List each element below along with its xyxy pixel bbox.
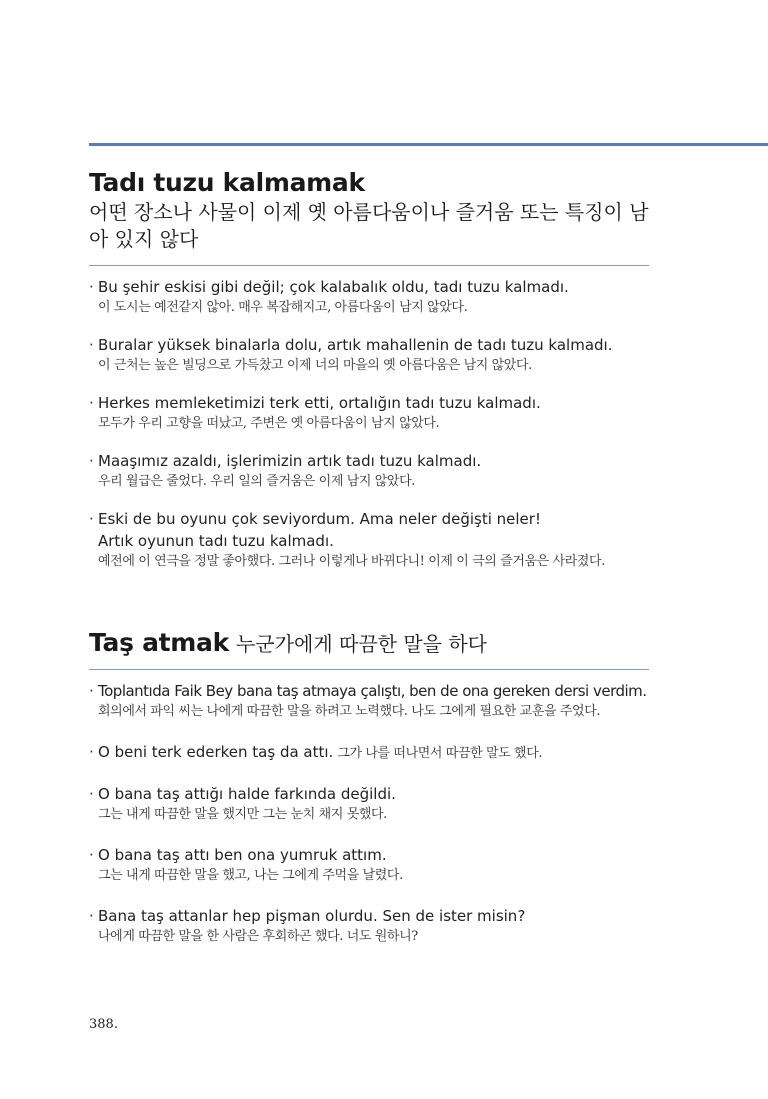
idiom-heading (89, 628, 649, 657)
example-item (89, 276, 649, 317)
example-item (89, 392, 649, 433)
turkish-sentence: · Maaşımız azaldı, işlerimizin artık tadı tuzu kalmadı. (98, 452, 482, 470)
turkish-sentence: · Bu şehir eskisi gibi değil; çok kalabalık oldu, tadı tuzu kalmadı. (98, 278, 569, 296)
korean-translation: 예전에 이 연극을 정말 좋아했다. 그러나 이렇게나 바뀌다니! 이제 이 극의 즐거움은 사라졌다. (98, 554, 605, 569)
idiom-section-tas-atmak (89, 628, 649, 966)
example-item (89, 741, 649, 763)
korean-translation: 우리 월급은 줄었다. 우리 일의 즐거움은 이제 남지 않았다. (98, 474, 415, 489)
idiom-meaning: 어떤 장소나 사물이 이제 옛 아름다움이나 즐거움 또는 특징이 남아 있지 않다 (89, 200, 649, 251)
example-item (89, 680, 649, 721)
turkish-sentence: · Herkes memleketimizi terk etti, ortalığın tadı tuzu kalmadı. (98, 394, 541, 412)
turkish-sentence: · Eski de bu oyunu çok seviyordum. Ama neler değişti neler! (98, 510, 541, 528)
idiom-term: Taş atmak (89, 628, 229, 657)
example-list (89, 680, 649, 946)
korean-translation: 그가 나를 떠나면서 따끔한 말도 했다. (337, 746, 543, 761)
korean-translation: 그는 내게 따끔한 말을 했지만 그는 눈치 채지 못했다. (98, 807, 387, 822)
example-item (89, 783, 649, 824)
turkish-sentence-continued: Artık oyunun tadı tuzu kalmadı. (98, 532, 334, 550)
turkish-sentence: · Toplantıda Faik Bey bana taş atmaya çalıştı, ben de ona gereken dersi verdim. (98, 682, 647, 700)
turkish-sentence: · O bana taş attı ben ona yumruk attım. (98, 846, 387, 864)
korean-translation: 이 도시는 예전같지 않아. 매우 복잡해지고, 아름다움이 남지 않았다. (98, 300, 468, 315)
section-divider (89, 265, 649, 266)
korean-translation: 회의에서 파익 씨는 나에게 따끔한 말을 하려고 노력했다. 나도 그에게 필요한 교훈을 주었다. (98, 704, 601, 719)
idiom-section-tadi-tuzu (89, 168, 649, 588)
example-item (89, 905, 649, 946)
section-divider (89, 669, 649, 670)
korean-translation: 이 근처는 높은 빌딩으로 가득찼고 이제 너의 마을의 옛 아름다움은 남지 않았다. (98, 358, 532, 373)
top-rule (89, 143, 768, 146)
turkish-sentence: · O bana taş attığı halde farkında değildi. (98, 785, 396, 803)
page-number: 388. (89, 1017, 118, 1032)
turkish-sentence: · Buralar yüksek binalarla dolu, artık mahallenin de tadı tuzu kalmadı. (98, 336, 613, 354)
example-item (89, 508, 649, 571)
example-list (89, 276, 649, 571)
idiom-term: Tadı tuzu kalmamak (89, 168, 365, 197)
example-item (89, 334, 649, 375)
idiom-meaning: 누군가에게 따끔한 말을 하다 (236, 632, 487, 656)
example-item (89, 844, 649, 885)
korean-translation: 모두가 우리 고향을 떠났고, 주변은 옛 아름다움이 남지 않았다. (98, 416, 440, 431)
example-item (89, 450, 649, 491)
korean-translation: 그는 내게 따끔한 말을 했고, 나는 그에게 주먹을 날렸다. (98, 868, 403, 883)
korean-translation: 나에게 따끔한 말을 한 사람은 후회하곤 했다. 너도 원하니? (98, 929, 418, 944)
turkish-sentence: · Bana taş attanlar hep pişman olurdu. Sen de ister misin? (98, 907, 526, 925)
turkish-sentence: O beni terk ederken taş da attı. (98, 743, 334, 761)
